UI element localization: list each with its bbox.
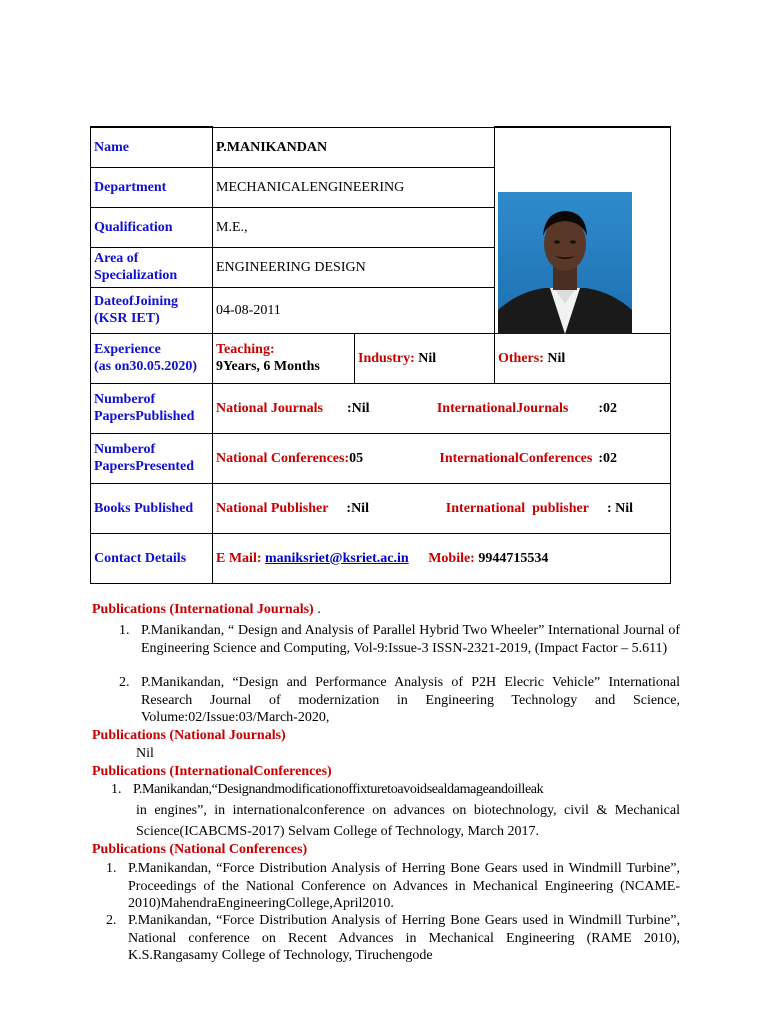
joining-value: 04-08-2011 bbox=[213, 287, 495, 333]
national-conf-heading: Publications (National Conferences) bbox=[92, 842, 308, 857]
qualification-label: Qualification bbox=[91, 207, 213, 247]
experience-industry: Industry: Nil bbox=[355, 333, 495, 383]
contact-value: E Mail: maniksriet@ksriet.ac.in Mobile: 9944715534 bbox=[213, 533, 671, 583]
profile-table bbox=[90, 126, 671, 584]
mobile-number: 9944715534 bbox=[478, 550, 549, 566]
experience-teaching: Teaching: 9Years, 6 Months bbox=[213, 333, 355, 383]
specialization-label: Area of Specialization bbox=[91, 247, 213, 287]
books-value: National Publisher :Nil International publisher : Nil bbox=[213, 483, 671, 533]
papers-presented-value: National Conferences:05 InternationalConferences :02 bbox=[213, 433, 671, 483]
department-label: Department bbox=[91, 167, 213, 207]
national-conf-item: 2. P.Manikandan, “Force Distribution Analysis of Herring Bone Gears used in Windmill Turbine”, National conference on Recent Advances in Mechanical Engineering (RAME 2010), K.S.Rangasamy College of Technology, Tiruchengode bbox=[106, 913, 680, 963]
department-value: MECHANICALENGINEERING bbox=[213, 167, 495, 207]
national-journals-value: Nil bbox=[136, 746, 154, 761]
national-conf-item: 1. P.Manikandan, “Force Distribution Analysis of Herring Bone Gears used in Windmill Turbine”, Proceedings of the National Conference on Advances in Mechanical Engineering (NCAME- 2010)MahendraEngineeringCollege,April2010. bbox=[106, 861, 680, 911]
name-value: P.MANIKANDAN bbox=[213, 127, 495, 167]
papers-published-label: Numberof PapersPublished bbox=[91, 383, 213, 433]
intl-conf-heading: Publications (InternationalConferences) bbox=[92, 764, 332, 779]
intl-conf-item-rest: in engines”, in internationalconference on advances on biotechnology, civil & Mechanical Science(ICABCMS-2017) Selvam College of Technology, March 2017. bbox=[136, 803, 680, 839]
specialization-value: ENGINEERING DESIGN bbox=[213, 247, 495, 287]
person-photo bbox=[498, 192, 632, 334]
joining-label: DateofJoining (KSR IET) bbox=[91, 287, 213, 333]
intl-journal-item: 2. P.Manikandan, “Design and Performance Analysis of P2H Elecric Vehicle” International Research Journal of modernization in Engineering Technology and Science, Volume:02/Issue:03/March-2020, bbox=[119, 675, 680, 725]
experience-others: Others: Nil bbox=[495, 333, 671, 383]
papers-published-value: National Journals :Nil InternationalJournals :02 bbox=[213, 383, 671, 433]
intl-journal-item: 1. P.Manikandan, “ Design and Analysis of Parallel Hybrid Two Wheeler” International Journal of Engineering Science and Computing, Vol-9:Issue-3 ISSN-2321-2019, (Impact Factor – 5.611) bbox=[119, 623, 680, 656]
papers-presented-label: Numberof PapersPresented bbox=[91, 433, 213, 483]
name-label: Name bbox=[91, 127, 213, 167]
photo-cell bbox=[495, 127, 671, 333]
email-link[interactable]: maniksriet@ksriet.ac.in bbox=[265, 550, 409, 566]
qualification-value: M.E., bbox=[213, 207, 495, 247]
national-journals-heading: Publications (National Journals) bbox=[92, 728, 286, 743]
contact-label: Contact Details bbox=[91, 533, 213, 583]
intl-conf-item: 1. P.Manikandan,“Designandmodificationoffixturetoavoidsealdamageandoilleak bbox=[111, 782, 544, 797]
experience-label: Experience (as on30.05.2020) bbox=[91, 333, 213, 383]
intl-journals-heading: Publications (International Journals) . bbox=[92, 602, 321, 617]
books-label: Books Published bbox=[91, 483, 213, 533]
